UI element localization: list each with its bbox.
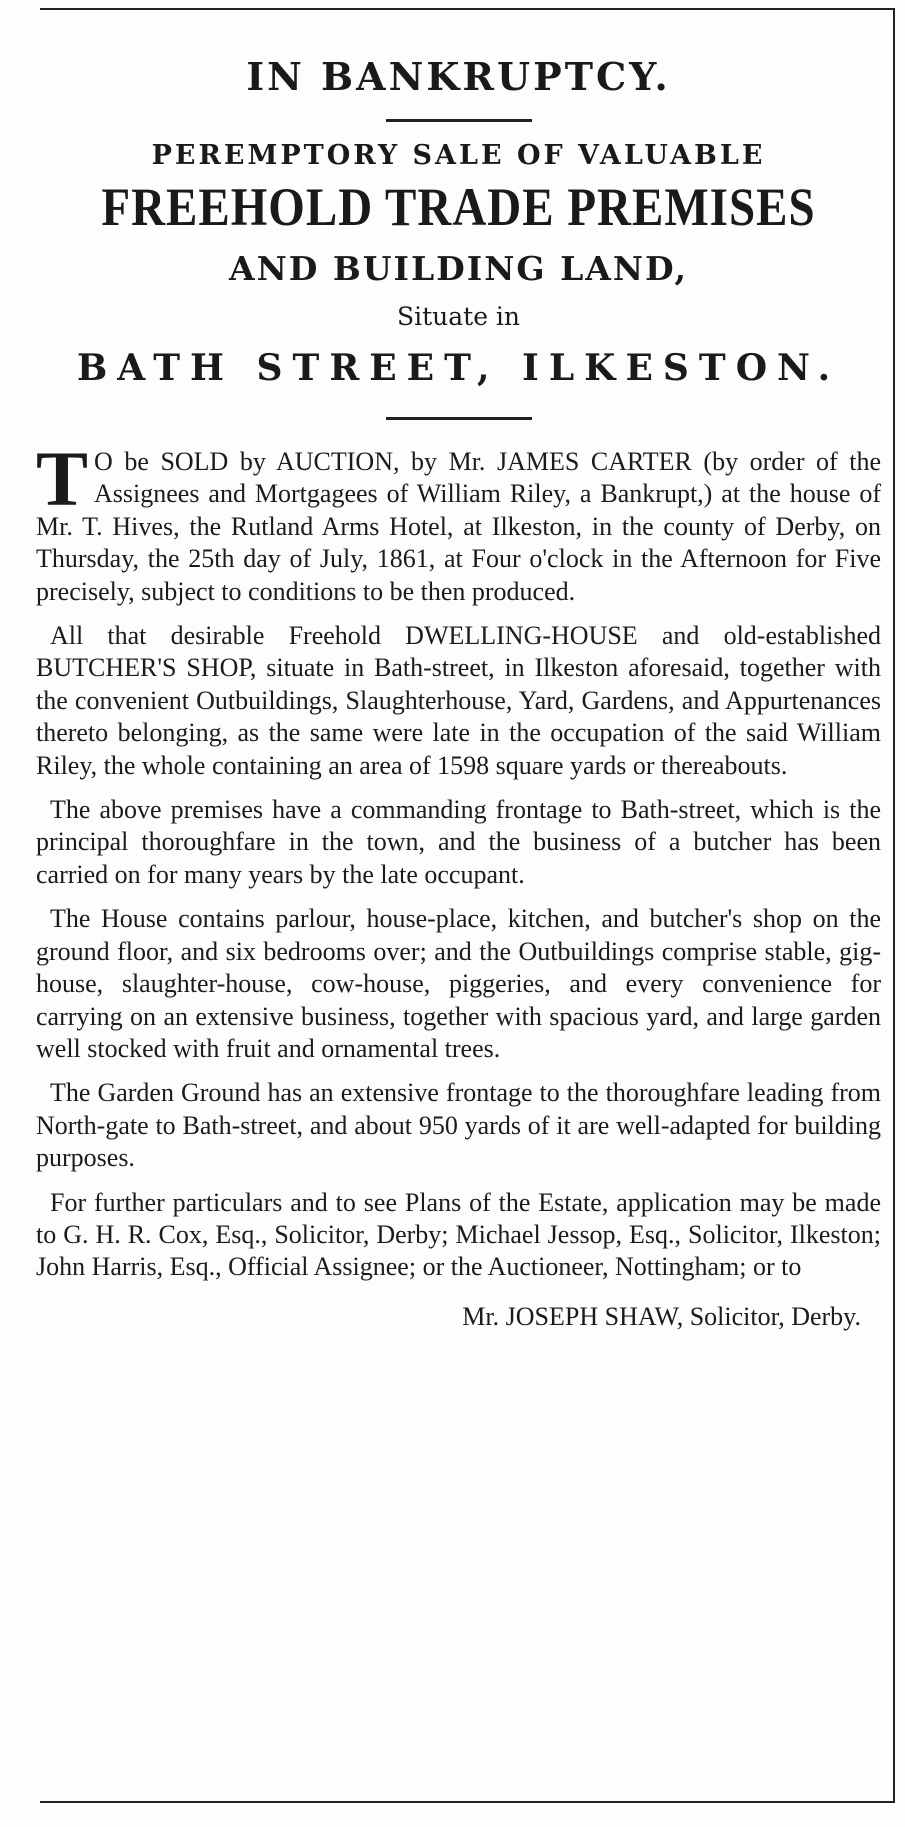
paragraph-auction [36, 435, 881, 608]
right-border-rule [893, 8, 895, 1803]
advertisement-column [36, 40, 881, 1332]
notice-subheadline: AND BUILDING LAND, [229, 249, 688, 288]
notice-location: BATH STREET, ILKESTON. [76, 347, 841, 389]
body-divider [386, 417, 532, 420]
notice-title: IN BANKRUPTCY. [246, 54, 671, 99]
paragraph-dwelling: All that desirable Freehold DWELLING-HOUSE and old-established BUTCHER'S SHOP, situate in Bath-street, in Ilkeston aforesaid, together with the convenient Outbuildings, Slaughterhouse, Yard, Gardens, and Appurtenances thereto belonging, as the same were late in the occupation of the said William Riley, the whole containing an area of 1598 square yards or thereabouts. [36, 621, 881, 780]
notice-headline: FREEHOLD TRADE PREMISES [101, 178, 816, 238]
paragraph-auction-text: O be SOLD by AUCTION, by Mr. JAMES CARTER (by order of the Assignees and Mortgagees of William Riley, a Bankrupt,) at the house of Mr. T. Hives, the Rutland Arms Hotel, at Ilkeston, in the county of Derby, on Thursday, the 25th day of July, 1861, at Four o'clock in the Afternoon for Five precisely, subject to conditions to be then produced. [36, 447, 881, 606]
notice-situate: Situate in [396, 302, 521, 331]
drop-cap: T [36, 435, 89, 522]
paragraph-frontage: The above premises have a commanding frontage to Bath-street, which is the principal thoroughfare in the town, and the business of a butcher has been carried on for many years by the late occupant. [36, 795, 881, 889]
paragraph-particulars: For further particulars and to see Plans of the Estate, application may be made to G. H. R. Cox, Esq., Solicitor, Derby; Michael Jessop, Esq., Solicitor, Ilkeston; John Harris, Esq., Official Assignee; or the Auctioneer, Nottingham; or to [36, 1187, 881, 1282]
paragraph-house: The House contains parlour, house-place, kitchen, and butcher's shop on the ground floor, and six bedrooms over; and the Outbuildings comprise stable, gig-house, slaughter-house, cow-house, piggeries, and every convenience for carrying on an extensive business, together with spacious yard, and large garden well stocked with fruit and ornamental trees. [36, 904, 881, 1063]
paragraph-garden: The Garden Ground has an extensive frontage to the thoroughfare leading from North-gate to Bath-street, and about 950 yards of it are well-adapted for building purposes. [36, 1078, 881, 1173]
signature-line: Mr. JOSEPH SHAW, Solicitor, Derby. [462, 1301, 861, 1331]
notice-subtitle: PEREMPTORY SALE OF VALUABLE [151, 140, 766, 171]
advertisement-body [36, 435, 881, 1284]
title-divider [386, 119, 532, 122]
top-border-rule [40, 8, 895, 10]
bottom-border-rule [40, 1801, 895, 1803]
